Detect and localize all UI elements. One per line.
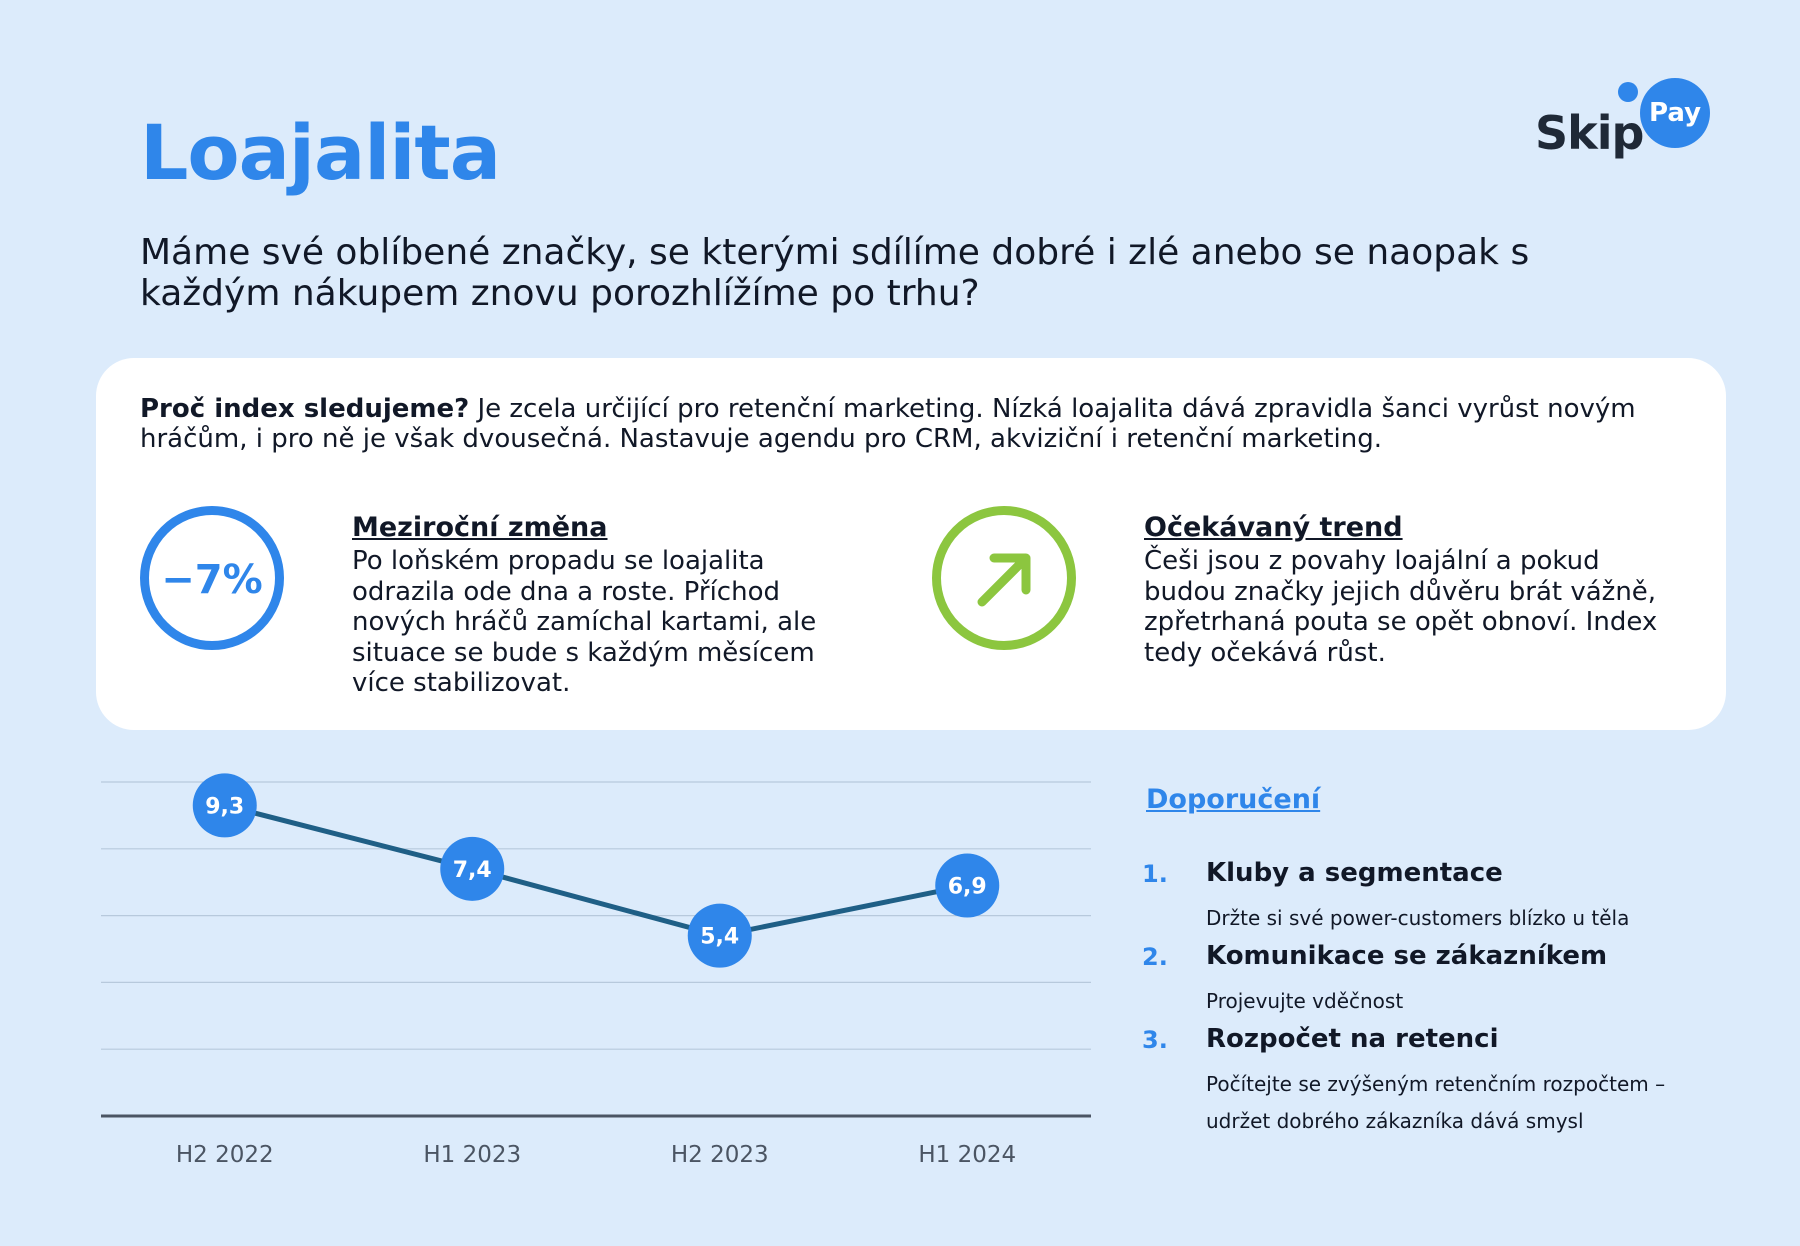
logo-dot [1618,82,1638,102]
trend-text: Češi jsou z povahy loajální a pokud budou značky jejich důvěru brát vážně, zpřetrhaná pouta se opět obnoví. Index tedy očekává růst. [1144,546,1658,668]
loyalty-line-chart [96,766,1096,1186]
card-intro-text: Je zcela určijící pro retenční marketing. Nízká loajalita dává zpravidla šanci vyrůst novým hráčům, i pro ně je však dvousečná. Nastavuje agendu pro CRM, akviziční i retenční marketing. [140,394,1636,454]
trend-heading: Očekávaný trend [1144,512,1403,543]
recommendation-title: Rozpočet na retenci [1206,1024,1499,1054]
data-label: 5,4 [700,924,740,950]
recommendation-number: 1. [1142,860,1168,888]
recommendation-desc: Počítejte se zvýšeným retenčním rozpočtem – udržet dobrého zákazníka dává smysl [1206,1072,1666,1133]
change-text: Po loňském propadu se loajalita odrazila ode dna a roste. Příchod nových hráčů zamíchal kartami, ale situace se bude s každým měsícem více stabilizovat. [352,546,817,698]
logo-pay-text: Pay [1649,98,1702,128]
skippay-logo [1530,76,1715,166]
recommendations-heading: Doporučení [1146,784,1321,815]
data-label: 7,4 [452,857,492,883]
logo-skip-text: Skip [1535,106,1644,160]
recommendation-desc: Projevujte vděčnost [1206,989,1404,1013]
recommendation-title: Komunikace se zákazníkem [1206,941,1608,971]
x-tick-label: H1 2024 [918,1142,1017,1168]
change-heading: Meziroční změna [352,512,608,543]
change-ring [140,506,284,650]
recommendation-number: 2. [1142,943,1168,971]
x-tick-label: H2 2023 [670,1142,769,1168]
recommendation-number: 3. [1142,1026,1168,1054]
chart-svg [96,766,1096,1186]
x-tick-label: H1 2023 [423,1142,522,1168]
x-tick-label: H2 2022 [175,1142,274,1168]
card-intro-label: Proč index sledujeme? [140,394,470,424]
data-label: 9,3 [205,794,245,820]
trend-ring [932,506,1076,650]
change-value: −7% [161,557,263,603]
recommendation-desc: Držte si své power-customers blízko u těla [1206,906,1630,930]
info-card [96,358,1726,730]
recommendation-title: Kluby a segmentace [1206,858,1503,888]
data-label: 6,9 [947,874,987,900]
arrow-up-right-icon [976,550,1034,608]
page-title: Loajalita [140,108,500,197]
card-intro [140,394,1660,454]
page-subtitle: Máme své oblíbené značky, se kterými sdílíme dobré i zlé anebo se naopak s každým nákupem znovu porozhlížíme po trhu? [140,232,1530,314]
